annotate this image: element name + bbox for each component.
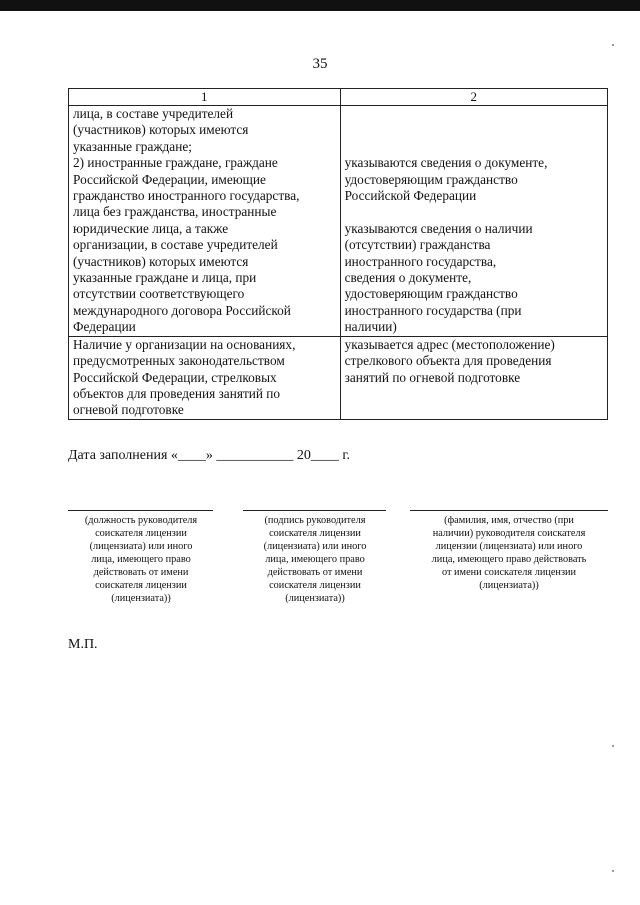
text-line: указанные граждане и лица, при (73, 270, 257, 286)
text-line: лица без гражданства, иностранные (73, 204, 277, 220)
text-line: указываются сведения о документе, (344, 155, 548, 171)
fill-date-line: Дата заполнения «____» ___________ 20____ г. (68, 448, 351, 463)
signature-caption-signature: (подпись руководителя соискателя лицензии (лицензиата) или иного лица, имеющего право действовать от имени соискателя лицензии (лицензиата)) (263, 515, 367, 604)
text-line: 2) иностранные граждане, граждане (73, 155, 278, 171)
spacer (345, 122, 603, 138)
text-line: удостоверяющим гражданство (344, 171, 518, 187)
text-line: лица, в составе учредителей (73, 106, 234, 121)
text-line: иностранного государства, (344, 253, 497, 269)
text-line: отсутствии соответствующего (73, 286, 245, 302)
text-line: огневой подготовке (73, 402, 184, 418)
signature-line-fullname (410, 510, 608, 511)
text-line: указанные граждане; (73, 138, 192, 154)
text-line: указывается адрес (местоположение) (344, 336, 555, 352)
column-header-1: 1 (69, 89, 341, 106)
signature-caption-fullname: (фамилия, имя, отчество (при наличии) руководителя соискателя лицензии (лицензиата) или иного лица, имеющего право действовать от имени соискателя лицензии (лицензиата)) (431, 515, 587, 591)
table-row (69, 106, 608, 337)
table-header-row (69, 89, 608, 106)
text-line: указываются сведения о наличии (344, 220, 533, 236)
text-line: Наличие у организации на основаниях, (73, 336, 296, 352)
row2-col1-cell (69, 336, 341, 419)
requirements-table (68, 88, 608, 420)
column-header-2: 2 (340, 89, 607, 106)
text-line: (участников) которых имеются (73, 253, 249, 269)
scan-speck (612, 745, 614, 747)
scan-speck (612, 870, 614, 872)
signature-caption-position: (должность руководителя соискателя лицензии (лицензиата) или иного лица, имеющего право действовать от имени соискателя лицензии (лицензиата)) (84, 515, 198, 604)
row2-col2-cell (340, 336, 607, 419)
scan-speck (612, 44, 614, 46)
text-line: Федерации (73, 319, 136, 335)
spacer (345, 204, 603, 220)
row1-col1-cell (69, 106, 341, 337)
text-line: стрелкового объекта для проведения (344, 353, 552, 369)
text-line: (участников) которых имеются (73, 122, 249, 138)
text-line: Российской Федерации, имеющие (73, 171, 266, 187)
scan-top-border (0, 0, 640, 11)
text-line: международного договора Российской (73, 302, 291, 318)
text-line: наличии) (344, 319, 397, 335)
signature-line-position (68, 510, 213, 511)
text-line: Российской Федерации (344, 187, 477, 203)
spacer (345, 106, 603, 122)
text-line: удостоверяющим гражданство (344, 286, 518, 302)
text-line: юридические лица, а также (73, 220, 229, 236)
text-line: организации, в составе учредителей (73, 237, 278, 253)
text-line: гражданство иностранного государства, (73, 188, 300, 204)
table-row (69, 336, 608, 419)
spacer (345, 139, 603, 155)
text-line: иностранного государства (при (344, 302, 522, 318)
stamp-place-label: М.П. (68, 637, 98, 652)
row1-col2-cell (340, 106, 607, 337)
text-line: объектов для проведения занятий по (73, 385, 281, 401)
signature-line-signature (243, 510, 386, 511)
page-number: 35 (312, 56, 328, 72)
text-line: (отсутствии) гражданства (344, 237, 491, 253)
text-line: занятий по огневой подготовке (344, 369, 521, 385)
text-line: предусмотренных законодательством (73, 353, 285, 369)
text-line: Российской Федерации, стрелковых (73, 369, 277, 385)
text-line: сведения о документе, (344, 270, 472, 285)
